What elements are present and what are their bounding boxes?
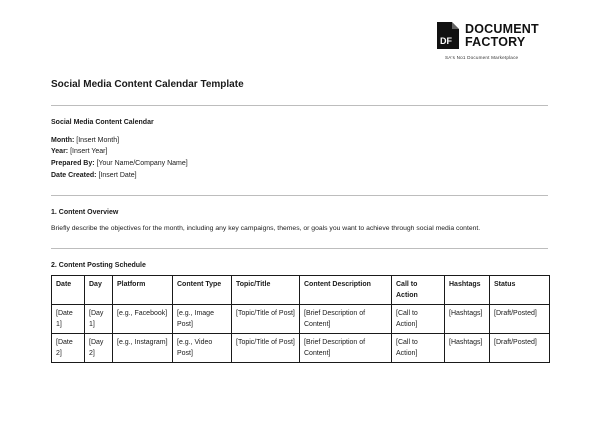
column-header: Call to Action [392, 276, 445, 305]
prepared-by-line [51, 160, 188, 167]
column-header: Content Description [300, 276, 392, 305]
table-cell: [Day 2] [85, 334, 113, 363]
overview-text: Briefly describe the objectives for the month, including any key campaigns, themes, or goals you want to achieve through social media content. [51, 225, 481, 232]
table-cell: [Date 1] [52, 305, 85, 334]
table-cell: [Draft/Posted] [490, 305, 550, 334]
month-value: [Insert Month] [76, 137, 120, 144]
date-created-label: Date Created: [51, 172, 97, 179]
document-factory-logo [437, 22, 567, 62]
table-row [52, 305, 550, 334]
column-header: Topic/Title [232, 276, 300, 305]
table-cell: [Draft/Posted] [490, 334, 550, 363]
month-line [51, 137, 119, 144]
column-header: Platform [113, 276, 173, 305]
logo-tagline: SA's No1 Document Marketplace [445, 55, 519, 60]
logo-line-2: FACTORY [465, 35, 526, 49]
table-cell: [Hashtags] [445, 305, 490, 334]
table-cell: [Topic/Title of Post] [232, 305, 300, 334]
table-cell: [Hashtags] [445, 334, 490, 363]
column-header: Status [490, 276, 550, 305]
table-cell: [e.g., Video Post] [173, 334, 232, 363]
table-cell: [e.g., Instagram] [113, 334, 173, 363]
table-cell: [Date 2] [52, 334, 85, 363]
prepared-by-label: Prepared By: [51, 160, 95, 167]
prepared-by-value: [Your Name/Company Name] [96, 160, 188, 167]
table-row [52, 334, 550, 363]
month-label: Month: [51, 137, 75, 144]
table-cell: [Call to Action] [392, 305, 445, 334]
divider [51, 248, 548, 249]
column-header: Content Type [173, 276, 232, 305]
document-title: Social Media Content Calendar Template [51, 79, 244, 90]
schedule-heading: 2. Content Posting Schedule [51, 262, 146, 269]
table-header-row [52, 276, 550, 305]
year-value: [Insert Year] [70, 148, 108, 155]
content-schedule-table [51, 275, 550, 363]
column-header: Hashtags [445, 276, 490, 305]
logo-wordmark [465, 23, 539, 49]
info-heading: Social Media Content Calendar [51, 119, 154, 126]
document-logo-icon [437, 22, 459, 49]
table-cell: [Day 1] [85, 305, 113, 334]
table-cell: [e.g., Facebook] [113, 305, 173, 334]
date-created-line [51, 172, 137, 179]
divider [51, 195, 548, 196]
table-cell: [e.g., Image Post] [173, 305, 232, 334]
table-cell: [Brief Description of Content] [300, 305, 392, 334]
overview-heading: 1. Content Overview [51, 209, 119, 216]
logo-mark-text: DF [440, 36, 452, 46]
divider [51, 105, 548, 106]
table-cell: [Brief Description of Content] [300, 334, 392, 363]
year-label: Year: [51, 148, 69, 155]
logo-line-1: DOCUMENT [465, 22, 539, 36]
year-line [51, 148, 107, 155]
date-created-value: [Insert Date] [98, 172, 137, 179]
table-cell: [Topic/Title of Post] [232, 334, 300, 363]
column-header: Day [85, 276, 113, 305]
table-cell: [Call to Action] [392, 334, 445, 363]
column-header: Date [52, 276, 85, 305]
